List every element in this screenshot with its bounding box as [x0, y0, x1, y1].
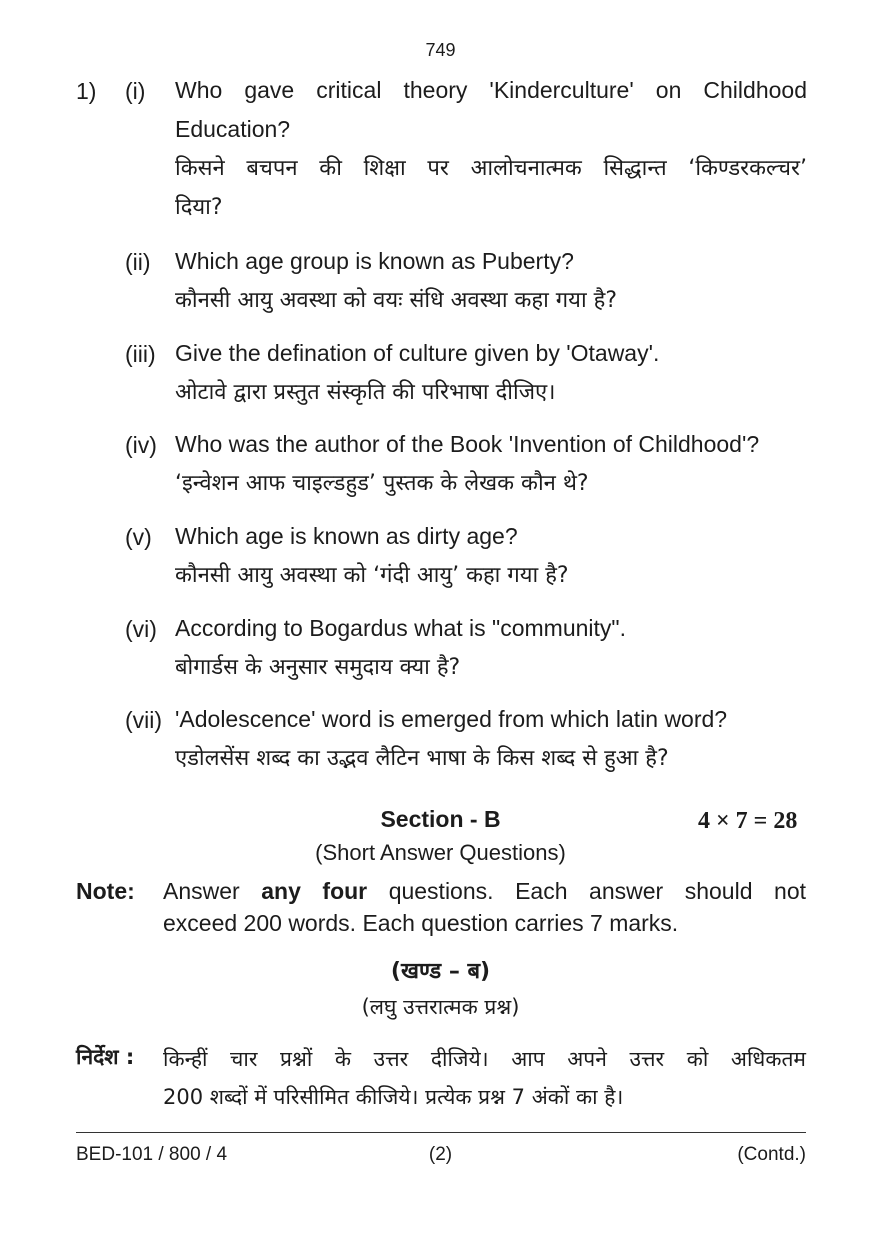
section-subtitle: (Short Answer Questions)	[315, 840, 566, 865]
question-text-hi: कौनसी आयु अवस्था को ‘गंदी आयु’ कहा गया है?	[175, 563, 569, 588]
question-text-hi: ‘इन्वेशन आफ चाइल्डहुड’ पुस्तक के लेखक कौन थे?	[175, 471, 589, 496]
instruction-line-2: 200 शब्दों में परिसीमित कीजिये। प्रत्येक प्रश्न 7 अंकों का है।	[163, 1085, 624, 1109]
section-title-hindi: (खण्ड – ब)	[390, 959, 491, 984]
question-text-en: Education?	[175, 116, 291, 142]
question-text-hi: किसने बचपन की शिक्षा पर आलोचनात्मक सिद्धान्त ‘किण्डरकल्चर’	[175, 156, 807, 181]
question-text-en: Which age is known as dirty age?	[175, 523, 518, 549]
note-line-1	[163, 875, 806, 907]
question-text-en: According to Bogardus what is "community".	[175, 615, 626, 641]
note-bold: any four	[261, 878, 368, 904]
footer-page-number: (2)	[428, 1144, 453, 1165]
question-text-en: Give the defination of culture given by 'Otaway'.	[175, 340, 660, 366]
subquestion-v	[175, 517, 807, 595]
paper-code: BED-101 / 800 / 4	[76, 1144, 228, 1165]
note-post: questions. Each answer should not	[388, 878, 807, 904]
question-text-en: Who gave critical theory 'Kinderculture' on Childhood	[175, 77, 807, 103]
note-text	[163, 875, 806, 939]
question-text-hi: दिया?	[175, 195, 223, 220]
note-pre: Answer	[163, 878, 240, 904]
subquestion-vi	[175, 609, 807, 687]
instruction-line-1: किन्हीं चार प्रश्नों के उत्तर दीजिये। आप अपने उत्तर को अधिकतम	[163, 1047, 806, 1071]
subquestion-i	[175, 71, 807, 227]
question-text-hi: एडोलसेंस शब्द का उद्भव लैटिन भाषा के किस शब्द से हुआ है?	[175, 746, 669, 771]
instruction-text-hindi	[163, 1040, 806, 1116]
question-text-en: 'Adolescence' word is emerged from which latin word?	[175, 706, 728, 732]
question-text-hi: बोगार्डस के अनुसार समुदाय क्या है?	[175, 655, 461, 680]
subquestion-vii	[175, 700, 807, 778]
subquestion-iii	[175, 334, 807, 412]
question-text-hi: कौनसी आयु अवस्था को वयः संधि अवस्था कहा गया है?	[175, 288, 617, 313]
subquestion-label-v: (v)	[125, 524, 152, 550]
question-number: 1)	[76, 78, 97, 104]
question-text-hi: ओटावे द्वारा प्रस्तुत संस्कृति की परिभाषा दीजिए।	[175, 380, 556, 405]
subquestion-label-vi: (vi)	[125, 616, 157, 642]
note-label: Note:	[76, 878, 135, 904]
note-line-2: exceed 200 words. Each question carries 7 marks.	[163, 910, 679, 936]
subquestion-label-ii: (ii)	[125, 249, 151, 275]
question-text-en: Who was the author of the Book 'Invention of Childhood'?	[175, 431, 760, 457]
section-subtitle-hindi: (लघु उत्तरात्मक प्रश्न)	[361, 995, 520, 1019]
subquestion-label-vii: (vii)	[125, 707, 163, 733]
page-number: 749	[425, 40, 456, 60]
footer-divider	[76, 1132, 806, 1133]
section-title: Section - B	[380, 806, 501, 832]
continued-label: (Contd.)	[737, 1144, 806, 1165]
instruction-label-hindi: निर्देश :	[76, 1045, 135, 1069]
subquestion-iv	[175, 425, 807, 503]
subquestion-label-i: (i)	[125, 78, 146, 104]
subquestion-label-iii: (iii)	[125, 341, 156, 367]
question-text-en: Which age group is known as Puberty?	[175, 248, 574, 274]
section-marks: 4 × 7 = 28	[698, 808, 798, 834]
subquestion-ii	[175, 242, 807, 320]
subquestion-label-iv: (iv)	[125, 432, 157, 458]
